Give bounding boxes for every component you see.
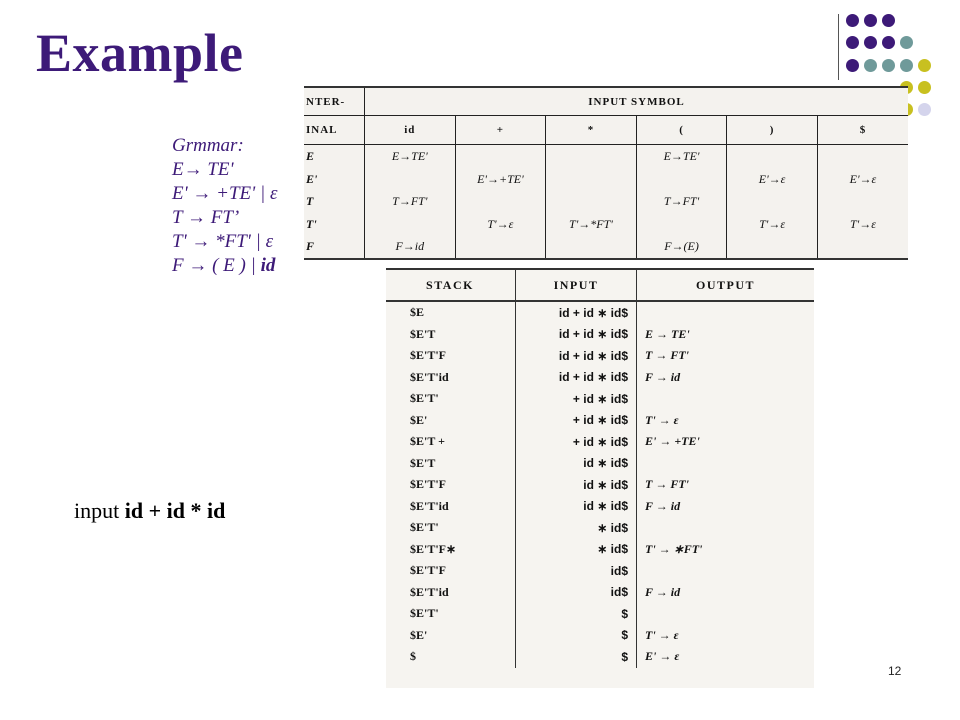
trace-input-cell: + id ∗ id$ (516, 388, 637, 410)
trace-input-cell: id + id ∗ id$ (516, 324, 637, 346)
parse-table-cell (636, 213, 727, 236)
grammar-block (172, 134, 277, 278)
trace-output-cell (637, 603, 815, 625)
trace-row (386, 367, 814, 389)
parse-table-col-header: * (546, 116, 637, 145)
grammar-rule: T → FT’ (172, 207, 240, 228)
parse-table-cell (455, 190, 546, 213)
grammar-rule: E→ TE' (172, 159, 234, 180)
trace-stack-cell: $E'T + (410, 434, 445, 449)
trace-row (386, 496, 814, 518)
trace-input-cell: id ∗ id$ (516, 496, 637, 518)
parse-table-col-header: ) (727, 116, 818, 145)
grammar-rule-prefix: F → ( E ) | (172, 255, 256, 276)
trace-row (386, 539, 814, 561)
input-expression: id + id * id (124, 498, 226, 523)
trace-stack-cell: $E'T'id (410, 369, 449, 384)
input-statement (74, 498, 225, 524)
parse-table-cell: E'→ε (817, 168, 908, 191)
decor-dot (918, 81, 931, 94)
trace-input-cell: id$ (516, 560, 637, 582)
parse-table-cell: T→FT' (636, 190, 727, 213)
trace-output-cell: F → id (637, 582, 815, 604)
parse-table-cell (727, 190, 818, 213)
decor-dot (918, 59, 931, 72)
parse-table-cell (546, 190, 637, 213)
trace-output-cell (637, 517, 815, 539)
trace-input-cell: + id ∗ id$ (516, 410, 637, 432)
parse-table-row (304, 168, 908, 191)
trace-input-cell: + id ∗ id$ (516, 431, 637, 453)
decor-dot (882, 14, 895, 27)
trace-output-cell (637, 301, 815, 324)
decor-dot (846, 14, 859, 27)
parse-table-group-header: INPUT SYMBOL (365, 88, 909, 116)
decor-dot (864, 36, 877, 49)
decor-dot (900, 59, 913, 72)
divider-line (838, 14, 839, 80)
trace-output-cell: T → FT' (637, 474, 815, 496)
slide-title: Example (36, 23, 244, 83)
trace-stack-cell: $E'T'F (410, 477, 447, 492)
parse-table-cell: F→id (365, 235, 456, 258)
trace-row (386, 453, 814, 475)
parse-table-cell (817, 235, 908, 258)
trace-output-cell: T' → ∗FT' (637, 539, 815, 561)
trace-output-cell (637, 388, 815, 410)
parse-table-cell (455, 144, 546, 167)
parse-table-cell: E→TE' (365, 144, 456, 167)
trace-input-cell: $ (516, 625, 637, 647)
parse-table-cell (727, 144, 818, 167)
trace-output-cell: E' → +TE' (637, 431, 815, 453)
parse-table-cell: T→FT' (365, 190, 456, 213)
grammar-rule: T' → *FT' | ε (172, 231, 274, 252)
parse-table-cell (546, 144, 637, 167)
parse-table-cell (636, 168, 727, 191)
trace-output-cell: E' → ε (637, 646, 815, 668)
trace-stack-cell: $E'T'F (410, 348, 447, 363)
parse-trace-table (386, 268, 814, 688)
decor-dot (918, 103, 931, 116)
trace-stack-cell: $E'T' (410, 391, 439, 406)
parse-table-cell (817, 144, 908, 167)
trace-stack-cell: $E'T'F∗ (410, 541, 457, 556)
parse-table-row (304, 190, 908, 213)
trace-stack-cell: $E'T'id (410, 498, 449, 513)
trace-output-cell (637, 453, 815, 475)
decor-dot (864, 14, 877, 27)
parse-table-cell (817, 190, 908, 213)
decor-dot (882, 59, 895, 72)
trace-input-cell: $ (516, 603, 637, 625)
trace-row (386, 560, 814, 582)
parse-table-col-header: id (365, 116, 456, 145)
trace-stack-cell: $E'T (410, 326, 436, 341)
trace-input-cell: ∗ id$ (516, 539, 637, 561)
parse-table-cell (455, 235, 546, 258)
trace-row (386, 646, 814, 668)
trace-output-cell: F → id (637, 496, 815, 518)
trace-stack-cell: $E'T'F (410, 563, 447, 578)
decor-dot (846, 36, 859, 49)
grammar-rule: E' → +TE' | ε (172, 183, 278, 204)
parse-table-cell: E'→+TE' (455, 168, 546, 191)
parse-table-cell: T'→ε (727, 213, 818, 236)
parse-table-cell (365, 168, 456, 191)
trace-row (386, 603, 814, 625)
nonterminal-label: E (306, 148, 315, 163)
trace-row (386, 431, 814, 453)
grammar-heading: Grmmar: (172, 135, 244, 156)
nonterminal-label: F (306, 239, 315, 254)
decor-dot (846, 59, 859, 72)
trace-input-cell: id + id ∗ id$ (516, 345, 637, 367)
parse-table-row (304, 144, 908, 167)
parse-table-cell: T'→ε (817, 213, 908, 236)
parse-table-cell: T'→*FT' (546, 213, 637, 236)
parse-table-cell (727, 235, 818, 258)
trace-stack-cell: $E' (410, 412, 428, 427)
nonterminal-label: T (306, 194, 314, 209)
nonterminal-label: E' (306, 171, 318, 186)
parse-table-cell (546, 235, 637, 258)
parse-table-col-header: $ (817, 116, 908, 145)
trace-row (386, 410, 814, 432)
parse-table-cell (546, 168, 637, 191)
trace-output-cell (637, 560, 815, 582)
input-prefix: input (74, 498, 120, 523)
parse-table-row (304, 235, 908, 258)
trace-header-output: OUTPUT (637, 270, 815, 301)
trace-input-cell: $ (516, 646, 637, 668)
trace-stack-cell: $ (410, 649, 416, 664)
trace-output-cell: T' → ε (637, 625, 815, 647)
trace-output-cell: T → FT' (637, 345, 815, 367)
decor-dot (900, 36, 913, 49)
trace-header-input: INPUT (516, 270, 637, 301)
parse-table-col-header: + (455, 116, 546, 145)
trace-row (386, 301, 814, 324)
parse-table-corner-bottom: INAL (304, 116, 365, 145)
parse-table-cell (365, 213, 456, 236)
trace-stack-cell: $E' (410, 627, 428, 642)
trace-input-cell: ∗ id$ (516, 517, 637, 539)
trace-stack-cell: $E'T' (410, 520, 439, 535)
trace-row (386, 625, 814, 647)
trace-header-stack: STACK (386, 270, 516, 301)
parse-table-cell: T'→ε (455, 213, 546, 236)
parse-table-cell: F→(E) (636, 235, 727, 258)
trace-stack-cell: $E'T (410, 455, 436, 470)
trace-row (386, 388, 814, 410)
parse-table-cell: E'→ε (727, 168, 818, 191)
page-number: 12 (888, 664, 902, 678)
trace-stack-cell: $E'T'id (410, 584, 449, 599)
parse-table-cell: E→TE' (636, 144, 727, 167)
trace-row (386, 582, 814, 604)
trace-stack-cell: $E'T' (410, 606, 439, 621)
trace-input-cell: id ∗ id$ (516, 453, 637, 475)
decor-dot (864, 59, 877, 72)
trace-row (386, 517, 814, 539)
parse-table (304, 86, 908, 260)
grammar-rule (172, 254, 277, 278)
decor-dot (882, 36, 895, 49)
parse-table-corner-top: NTER- (304, 88, 365, 116)
trace-output-cell: E → TE' (637, 324, 815, 346)
grammar-rule-bold: id (260, 255, 276, 276)
parse-table-col-header: ( (636, 116, 727, 145)
trace-output-cell: T' → ε (637, 410, 815, 432)
trace-row (386, 345, 814, 367)
trace-input-cell: id + id ∗ id$ (516, 301, 637, 324)
trace-row (386, 324, 814, 346)
nonterminal-label: T' (306, 216, 317, 231)
trace-input-cell: id ∗ id$ (516, 474, 637, 496)
trace-row (386, 474, 814, 496)
trace-stack-cell: $E (410, 305, 425, 320)
trace-input-cell: id$ (516, 582, 637, 604)
trace-output-cell: F → id (637, 367, 815, 389)
trace-input-cell: id + id ∗ id$ (516, 367, 637, 389)
parse-table-row (304, 213, 908, 236)
